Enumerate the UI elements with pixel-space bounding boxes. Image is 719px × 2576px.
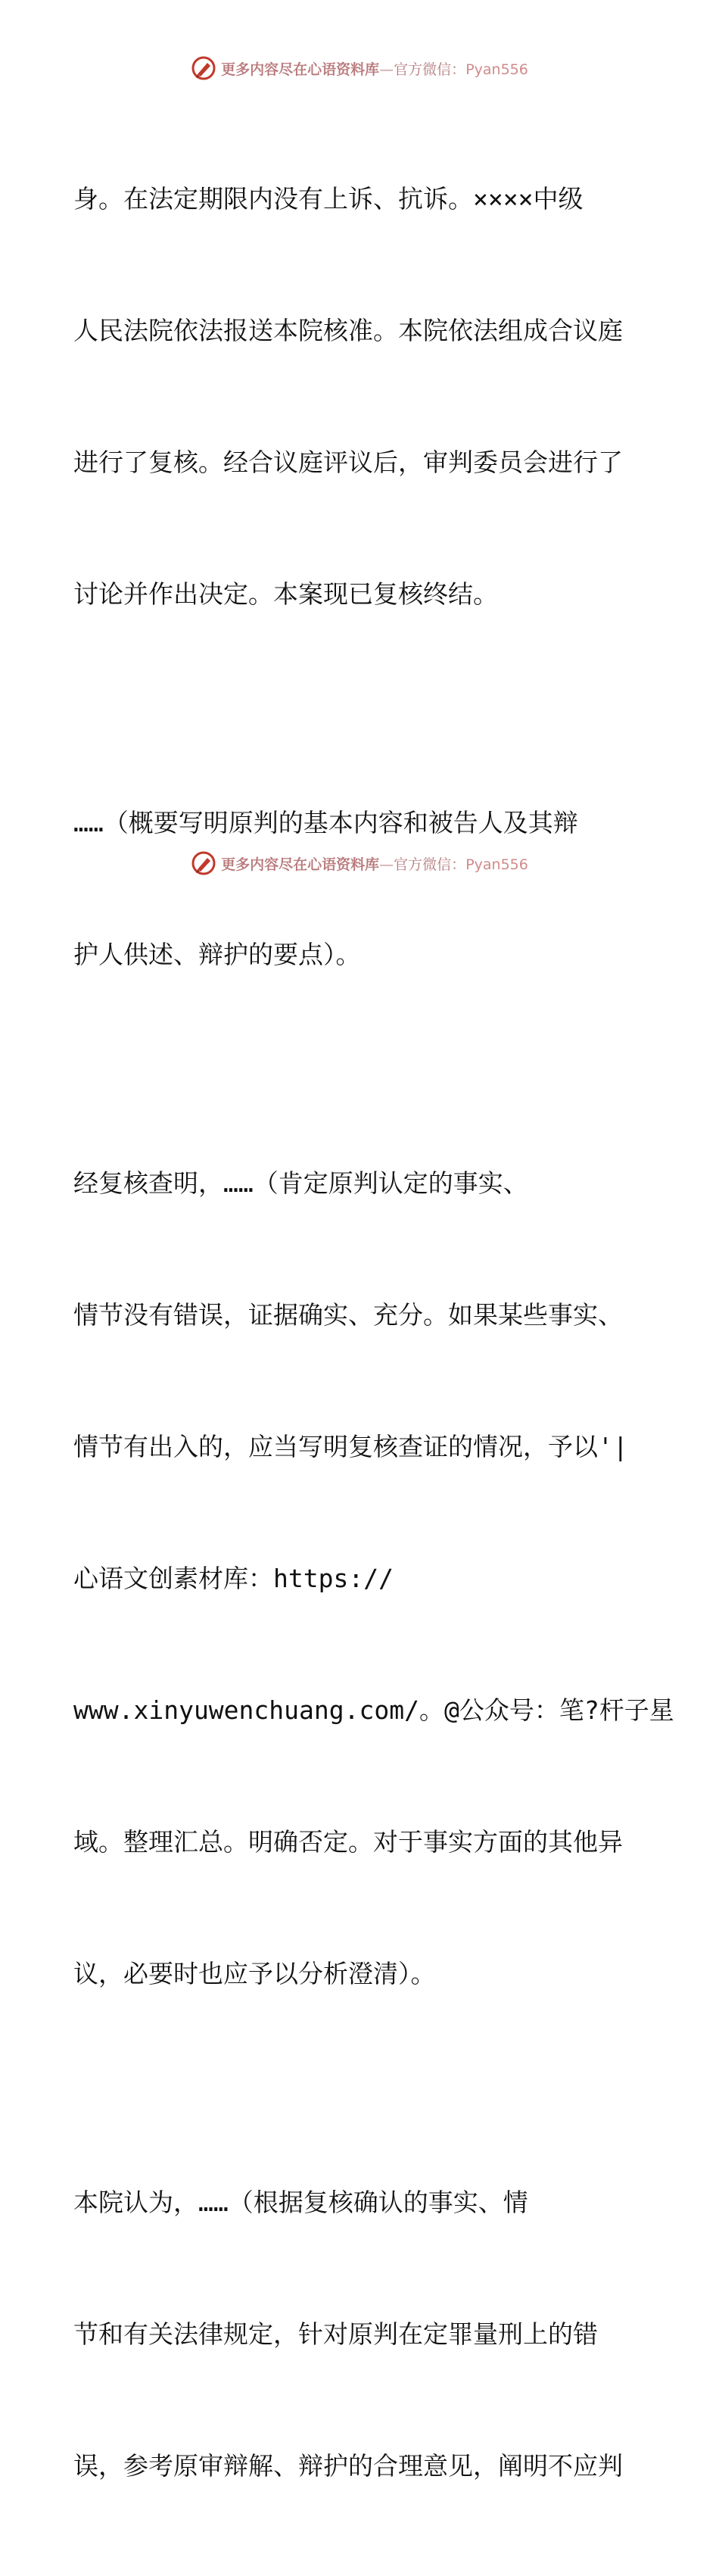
text-line: www.xinyuwenchuang.com/。@公众号：笔?杆子星 [73,1695,674,1725]
text-line: 身。在法定期限内没有上诉、抗诉。××××中级 [73,184,584,214]
text-line: 心语文创素材库：https:// [73,1564,394,1593]
text-line: 域。整理汇总。明确否定。对于事实方面的其他异 [73,1827,623,1857]
banner-text [221,58,528,79]
footer-banner [0,848,719,878]
header-banner [0,53,719,83]
banner-brand: 更多内容尽在心语资料库 [221,856,380,873]
pen-logo-icon [191,55,216,81]
text-line: 情节有出入的，应当写明复核查证的情况，予以'| [73,1432,628,1461]
paragraph-3 [73,1074,674,2084]
text-line: ……（概要写明原判的基本内容和被告人及其辩 [73,808,578,837]
banner-wechat-id: Pyan556 [465,61,528,78]
paragraph-4 [73,2093,649,2576]
banner-brand: 更多内容尽在心语资料库 [221,61,380,78]
text-line: 护人供述、辩护的要点）。 [73,940,361,969]
pen-logo-icon [191,850,216,876]
banner-separator: — [379,61,394,78]
text-line: 人民法院依法报送本院核准。本院依法组成合议庭 [73,316,623,345]
banner-official-label: 官方微信： [394,856,466,873]
banner-official-label: 官方微信： [394,61,466,78]
text-line: 情节没有错误，证据确实、充分。如果某些事实、 [73,1300,623,1330]
paragraph-1 [73,89,649,704]
banner-text [221,853,528,874]
text-line: 议，必要时也应予以分析澄清）。 [73,1959,436,1988]
banner-separator: — [379,856,394,873]
text-line: 节和有关法律规定，针对原判在定罪量刑上的错 [73,2319,598,2349]
text-line: 经复核查明，……（肯定原判认定的事实、 [73,1168,528,1198]
text-line: 误，参考原审辩解、辩护的合理意见，阐明不应判 [73,2451,623,2481]
text-line: 讨论并作出决定。本案现已复核终结。 [73,579,498,609]
document-body [73,89,674,2576]
paragraph-2 [73,713,649,1065]
text-line: 本院认为，……（根据复核确认的事实、情 [73,2188,528,2217]
banner-wechat-id: Pyan556 [465,856,528,873]
text-line: 进行了复核。经合议庭评议后，审判委员会进行了 [73,448,623,477]
